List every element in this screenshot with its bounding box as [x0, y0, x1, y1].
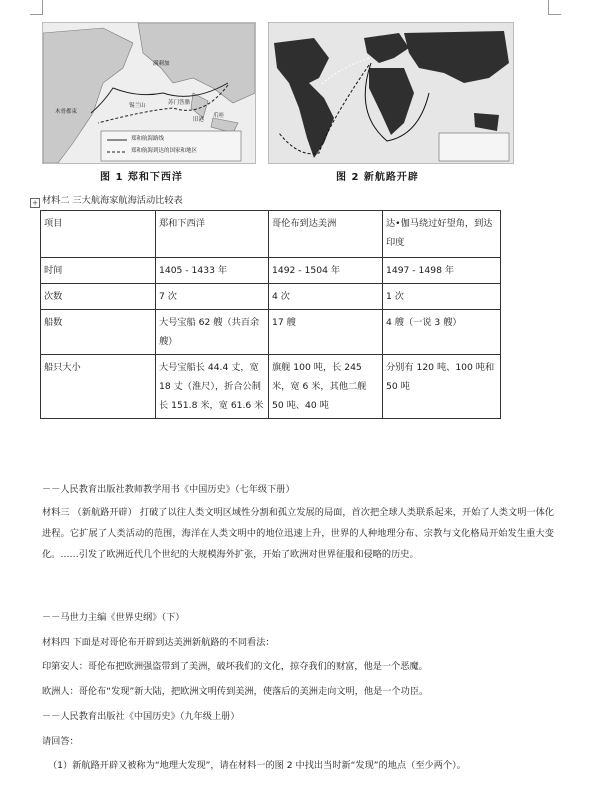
table-cell: 次数	[41, 284, 156, 310]
material-3-paragraph: 材料三 （新航路开辟） 打破了以往人类文明区域性分割和孤立发展的局面，首次把全球人类联系起来，开始了人类文明一体化进程。它扩展了人类活动的范围，海洋在人类文明中的地位迅速上升，世界的人种地理分布、宗教与文化格局开始发生重大变化。……引发了欧洲近代几个世纪的大规模海外扩张，开始了欧洲对世界征服和侵略的历史。	[42, 507, 554, 560]
table-cell: 1492 - 1504 年	[269, 258, 383, 284]
comparison-table	[40, 210, 501, 419]
map-legend-2: 郑和航海到达的国家和地区	[131, 148, 198, 154]
source-citation-3: －－人民教育出版社《中国历史》（九年级上册）	[42, 711, 240, 722]
corner-mark-left	[30, 0, 43, 15]
table-move-handle[interactable]: +	[30, 198, 40, 208]
table-cell: 项目	[41, 211, 156, 258]
place-label: 满刺加	[153, 61, 170, 67]
place-label: 爪哇	[213, 113, 225, 119]
table-cell: 大号宝船长 44.4 丈，宽 18 丈（淮尺），折合公制长 151.8 米，宽 61.6 米	[156, 355, 269, 419]
table-cell: 1 次	[383, 284, 501, 310]
figure-2-caption: 图 2 新航路开辟	[336, 172, 419, 183]
new-routes-map	[268, 22, 514, 164]
table-row	[41, 310, 501, 355]
answer-prompt: 请回答：	[42, 736, 79, 747]
table-cell: 船只大小	[41, 355, 156, 419]
table-row	[41, 355, 501, 419]
table-cell: 时间	[41, 258, 156, 284]
table-row	[41, 284, 501, 310]
table-cell: 1497 - 1498 年	[383, 258, 501, 284]
place-label: 锡兰山	[129, 103, 146, 109]
zheng-he-map	[42, 22, 256, 164]
table-cell: 17 艘	[269, 310, 383, 355]
table-cell: 旗舰 100 吨，长 245 米，宽 6 米，其他二舰 50 吨、40 吨	[269, 355, 383, 419]
new-routes-map-drawing	[269, 23, 513, 163]
figure-area	[42, 22, 512, 162]
place-label: 旧港	[193, 117, 205, 123]
corner-mark-right	[548, 0, 561, 15]
table-cell: 7 次	[156, 284, 269, 310]
table-cell: 船数	[41, 310, 156, 355]
table-row	[41, 258, 501, 284]
table-cell: 4 次	[269, 284, 383, 310]
table-cell: 分别有 120 吨、100 吨和 50 吨	[383, 355, 501, 419]
figure-1-caption: 图 1 郑和下西洋	[100, 172, 183, 183]
table-cell: 大号宝船 62 艘（共百余艘）	[156, 310, 269, 355]
question-1: （1）新航路开辟又被称为“地理大发现”，请在材料一的图 2 中找出当时新“发现”的地点（至少两个）。	[48, 760, 466, 771]
source-citation-2: －－马世力主编《世界史纲》（下）	[42, 612, 185, 623]
map-legend-1: 郑和航海路线	[131, 136, 165, 142]
zheng-he-map-drawing	[43, 23, 255, 163]
place-label: 木骨都束	[55, 109, 78, 115]
table-cell: 1405 - 1433 年	[156, 258, 269, 284]
place-label: 苏门答腊	[168, 100, 191, 106]
table-cell: 4 艘（一说 3 艘）	[383, 310, 501, 355]
table-cell: 哥伦布到达美洲	[269, 211, 383, 258]
table-cell: 达•伽马绕过好望角，到达印度	[383, 211, 501, 258]
material-4-title: 材料四 下面是对哥伦布开辟到达美洲新航路的不同看法：	[42, 637, 275, 648]
source-citation-1: －－人民教育出版社教师教学用书《中国历史》（七年级下册）	[42, 484, 295, 495]
view-european: 欧洲人：哥伦布“发现”新大陆，把欧洲文明传到美洲，使落后的美洲走向文明，他是一个功臣。	[42, 686, 429, 697]
material-2-title: 材料二 三大航海家航海活动比较表	[42, 195, 183, 206]
table-header-row	[41, 211, 501, 258]
table-cell: 郑和下西洋	[156, 211, 269, 258]
view-indigenous: 印第安人：哥伦布把欧洲强盗带到了美洲，破坏我们的文化，掠夺我们的财富，他是一个恶魔。	[42, 661, 428, 672]
